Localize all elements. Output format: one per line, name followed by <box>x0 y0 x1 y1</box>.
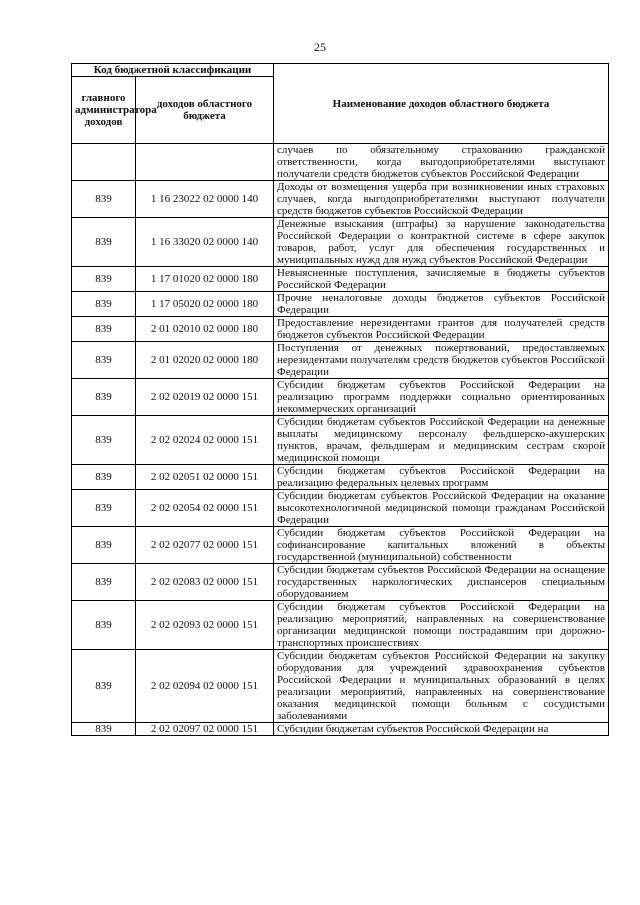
table-row <box>72 181 609 218</box>
revenue-code-cell: 2 02 02077 02 0000 151 <box>136 527 274 564</box>
admin-code-cell: 839 <box>72 292 136 317</box>
table-row <box>72 564 609 601</box>
admin-code-cell: 839 <box>72 317 136 342</box>
admin-code-cell: 839 <box>72 601 136 650</box>
revenue-code-cell: 1 16 33020 02 0000 140 <box>136 218 274 267</box>
budget-classification-table <box>71 63 609 736</box>
table-row <box>72 416 609 465</box>
revenue-code-cell: 2 02 02093 02 0000 151 <box>136 601 274 650</box>
admin-code-cell: 839 <box>72 218 136 267</box>
admin-code-cell: 839 <box>72 267 136 292</box>
admin-code-cell: 839 <box>72 650 136 723</box>
table-row <box>72 379 609 416</box>
header-regional-budget-revenue: доходов областного бюджета <box>136 77 274 144</box>
revenue-name-cell: Невыясненные поступления, зачисляемые в бюджеты субъектов Российской Федерации <box>274 267 609 292</box>
table-row <box>72 218 609 267</box>
table-row <box>72 317 609 342</box>
revenue-name-cell: случаев по обязательному страхованию гражданской ответственности, когда выгодоприобретателями выступают получатели средств бюджетов субъектов Российской Федерации <box>274 144 609 181</box>
revenue-name-cell: Субсидии бюджетам субъектов Российской Федерации на денежные выплаты медицинскому персоналу фельдшерско-акушерских пунктов, врачам, фельдшерам и медицинским сестрам скорой медицинской помощи <box>274 416 609 465</box>
revenue-code-cell <box>136 144 274 181</box>
header-budget-classification-code: Код бюджетной классификации <box>72 64 274 77</box>
revenue-code-cell: 1 17 01020 02 0000 180 <box>136 267 274 292</box>
revenue-name-cell: Предоставление нерезидентами грантов для получателей средств бюджетов субъектов Российской Федерации <box>274 317 609 342</box>
table-row <box>72 267 609 292</box>
revenue-name-cell: Доходы от возмещения ущерба при возникновении иных страховых случаев, когда выгодоприобретателями выступают получатели средств бюджетов субъектов Российской Федерации <box>274 181 609 218</box>
revenue-name-cell: Субсидии бюджетам субъектов Российской Федерации на софинансирование капитальных вложений в объекты государственной (муниципальной) собственности <box>274 527 609 564</box>
revenue-name-cell: Субсидии бюджетам субъектов Российской Федерации на закупку оборудования для учреждений здравоохранения субъектов Российской Федерации и муниципальных образований в целях реализации мероприятий, направленных на совершенствование оказания медицинской помощи больным с сосудистыми заболеваниями <box>274 650 609 723</box>
admin-code-cell: 839 <box>72 342 136 379</box>
revenue-code-cell: 2 02 02083 02 0000 151 <box>136 564 274 601</box>
admin-code-cell: 839 <box>72 416 136 465</box>
admin-code-cell: 839 <box>72 527 136 564</box>
revenue-name-cell: Субсидии бюджетам субъектов Российской Федерации на <box>274 723 609 736</box>
revenue-code-cell: 2 01 02010 02 0000 180 <box>136 317 274 342</box>
revenue-name-cell: Субсидии бюджетам субъектов Российской Федерации на оказание высокотехнологичной медицинской помощи гражданам Российской Федерации <box>274 490 609 527</box>
revenue-code-cell: 2 02 02019 02 0000 151 <box>136 379 274 416</box>
table-row <box>72 650 609 723</box>
table-row <box>72 144 609 181</box>
table-row <box>72 465 609 490</box>
revenue-code-cell: 2 02 02097 02 0000 151 <box>136 723 274 736</box>
revenue-name-cell: Поступления от денежных пожертвований, предоставляемых нерезидентами получателям средств бюджетов субъектов Российской Федерации <box>274 342 609 379</box>
revenue-name-cell: Субсидии бюджетам субъектов Российской Федерации на реализацию федеральных целевых программ <box>274 465 609 490</box>
header-revenue-name: Наименование доходов областного бюджета <box>274 64 609 144</box>
revenue-code-cell: 2 01 02020 02 0000 180 <box>136 342 274 379</box>
revenue-name-cell: Субсидии бюджетам субъектов Российской Федерации на оснащение государственных наркологических диспансеров специальным оборудованием <box>274 564 609 601</box>
revenue-name-cell: Денежные взыскания (штрафы) за нарушение законодательства Российской Федерации о контрактной системе в сфере закупок товаров, работ, услуг для обеспечения государственных и муниципальных нужд для нужд субъектов Российской Федерации <box>274 218 609 267</box>
revenue-code-cell: 1 16 23022 02 0000 140 <box>136 181 274 218</box>
table-row <box>72 601 609 650</box>
admin-code-cell: 839 <box>72 181 136 218</box>
header-main-administrator: главного администратора доходов <box>72 77 136 144</box>
admin-code-cell: 839 <box>72 465 136 490</box>
revenue-name-cell: Прочие неналоговые доходы бюджетов субъектов Российской Федерации <box>274 292 609 317</box>
admin-code-cell: 839 <box>72 723 136 736</box>
table-body <box>72 144 609 736</box>
revenue-code-cell: 2 02 02051 02 0000 151 <box>136 465 274 490</box>
revenue-code-cell: 2 02 02094 02 0000 151 <box>136 650 274 723</box>
table-row <box>72 723 609 736</box>
table-row <box>72 292 609 317</box>
admin-code-cell: 839 <box>72 490 136 527</box>
table-row <box>72 527 609 564</box>
revenue-code-cell: 2 02 02024 02 0000 151 <box>136 416 274 465</box>
revenue-code-cell: 1 17 05020 02 0000 180 <box>136 292 274 317</box>
page-number: 25 <box>314 40 326 54</box>
table-row <box>72 490 609 527</box>
table-row <box>72 342 609 379</box>
revenue-code-cell: 2 02 02054 02 0000 151 <box>136 490 274 527</box>
revenue-name-cell: Субсидии бюджетам субъектов Российской Федерации на реализацию мероприятий, направленных на совершенствование организации медицинской помощи пострадавшим при дорожно-транспортных происшествиях <box>274 601 609 650</box>
revenue-name-cell: Субсидии бюджетам субъектов Российской Федерации на реализацию программ поддержки социально ориентированных некоммерческих организаций <box>274 379 609 416</box>
admin-code-cell: 839 <box>72 564 136 601</box>
admin-code-cell: 839 <box>72 379 136 416</box>
admin-code-cell <box>72 144 136 181</box>
